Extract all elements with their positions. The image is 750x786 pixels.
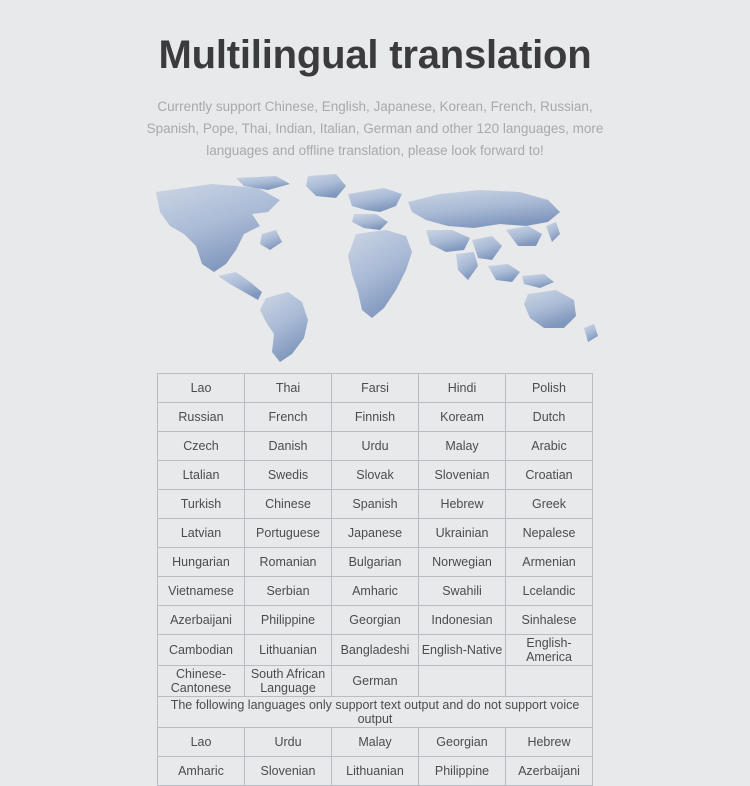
language-cell: Malay bbox=[332, 727, 419, 756]
language-cell-empty bbox=[506, 665, 593, 696]
language-cell: Ukrainian bbox=[419, 518, 506, 547]
language-cell: Lithuanian bbox=[332, 756, 419, 785]
language-cell: Romanian bbox=[245, 547, 332, 576]
language-cell: Spanish bbox=[332, 489, 419, 518]
language-cell: Malay bbox=[419, 431, 506, 460]
language-cell: English-America bbox=[506, 634, 593, 665]
language-table-wrap bbox=[157, 373, 593, 786]
language-cell: Armenian bbox=[506, 547, 593, 576]
table-row bbox=[158, 489, 593, 518]
table-row bbox=[158, 576, 593, 605]
language-cell: Slovak bbox=[332, 460, 419, 489]
language-cell: Lithuanian bbox=[245, 634, 332, 665]
language-cell: Philippine bbox=[419, 756, 506, 785]
language-cell: Thai bbox=[245, 373, 332, 402]
language-cell: Portuguese bbox=[245, 518, 332, 547]
table-row bbox=[158, 634, 593, 665]
world-map-illustration bbox=[0, 172, 750, 367]
language-cell: South African Language bbox=[245, 665, 332, 696]
language-cell: Lao bbox=[158, 373, 245, 402]
language-cell: Norwegian bbox=[419, 547, 506, 576]
language-cell: Slovenian bbox=[245, 756, 332, 785]
language-cell: Lao bbox=[158, 727, 245, 756]
language-cell: Urdu bbox=[245, 727, 332, 756]
language-cell: Chinese-Cantonese bbox=[158, 665, 245, 696]
language-cell: Finnish bbox=[332, 402, 419, 431]
table-row bbox=[158, 605, 593, 634]
language-table-body bbox=[158, 373, 593, 785]
language-cell: Hebrew bbox=[506, 727, 593, 756]
table-row bbox=[158, 665, 593, 696]
language-cell: Sinhalese bbox=[506, 605, 593, 634]
world-map-icon bbox=[140, 172, 610, 367]
table-note-row bbox=[158, 696, 593, 727]
language-cell: Georgian bbox=[419, 727, 506, 756]
language-cell: Serbian bbox=[245, 576, 332, 605]
table-row bbox=[158, 518, 593, 547]
table-row bbox=[158, 547, 593, 576]
language-table bbox=[157, 373, 593, 786]
language-cell: Hindi bbox=[419, 373, 506, 402]
language-cell: Amharic bbox=[158, 756, 245, 785]
language-cell: Hebrew bbox=[419, 489, 506, 518]
language-cell: Azerbaijani bbox=[506, 756, 593, 785]
text-only-note: The following languages only support text output and do not support voice output bbox=[158, 696, 593, 727]
table-row bbox=[158, 431, 593, 460]
language-cell: Vietnamese bbox=[158, 576, 245, 605]
language-cell: Greek bbox=[506, 489, 593, 518]
language-cell: Russian bbox=[158, 402, 245, 431]
language-cell: Slovenian bbox=[419, 460, 506, 489]
language-cell: Indonesian bbox=[419, 605, 506, 634]
table-row bbox=[158, 460, 593, 489]
language-cell: German bbox=[332, 665, 419, 696]
language-cell: Turkish bbox=[158, 489, 245, 518]
language-cell: Swedis bbox=[245, 460, 332, 489]
page-title: Multilingual translation bbox=[158, 33, 592, 77]
language-cell: Arabic bbox=[506, 431, 593, 460]
language-cell: Czech bbox=[158, 431, 245, 460]
language-cell: Urdu bbox=[332, 431, 419, 460]
language-cell: Cambodian bbox=[158, 634, 245, 665]
table-row bbox=[158, 756, 593, 785]
table-row bbox=[158, 373, 593, 402]
language-cell: Amharic bbox=[332, 576, 419, 605]
language-cell-empty bbox=[419, 665, 506, 696]
table-row bbox=[158, 402, 593, 431]
language-cell: Danish bbox=[245, 431, 332, 460]
language-cell: Croatian bbox=[506, 460, 593, 489]
language-cell: Koream bbox=[419, 402, 506, 431]
table-row bbox=[158, 727, 593, 756]
language-cell: Bangladeshi bbox=[332, 634, 419, 665]
language-cell: Swahili bbox=[419, 576, 506, 605]
language-cell: Hungarian bbox=[158, 547, 245, 576]
language-cell: Philippine bbox=[245, 605, 332, 634]
language-cell: Chinese bbox=[245, 489, 332, 518]
language-cell: Polish bbox=[506, 373, 593, 402]
language-cell: Latvian bbox=[158, 518, 245, 547]
page-subtitle: Currently support Chinese, English, Japanese, Korean, French, Russian, Spanish, Pope, Thai, Indian, Italian, German and other 120 languages, more languages and offline translation, please look forward to! bbox=[146, 99, 604, 158]
language-cell: Ltalian bbox=[158, 460, 245, 489]
language-cell: Farsi bbox=[332, 373, 419, 402]
language-cell: French bbox=[245, 402, 332, 431]
language-cell: Japanese bbox=[332, 518, 419, 547]
language-cell: Dutch bbox=[506, 402, 593, 431]
language-cell: Lcelandic bbox=[506, 576, 593, 605]
language-cell: Nepalese bbox=[506, 518, 593, 547]
language-cell: English-Native bbox=[419, 634, 506, 665]
language-cell: Azerbaijani bbox=[158, 605, 245, 634]
language-cell: Georgian bbox=[332, 605, 419, 634]
language-cell: Bulgarian bbox=[332, 547, 419, 576]
